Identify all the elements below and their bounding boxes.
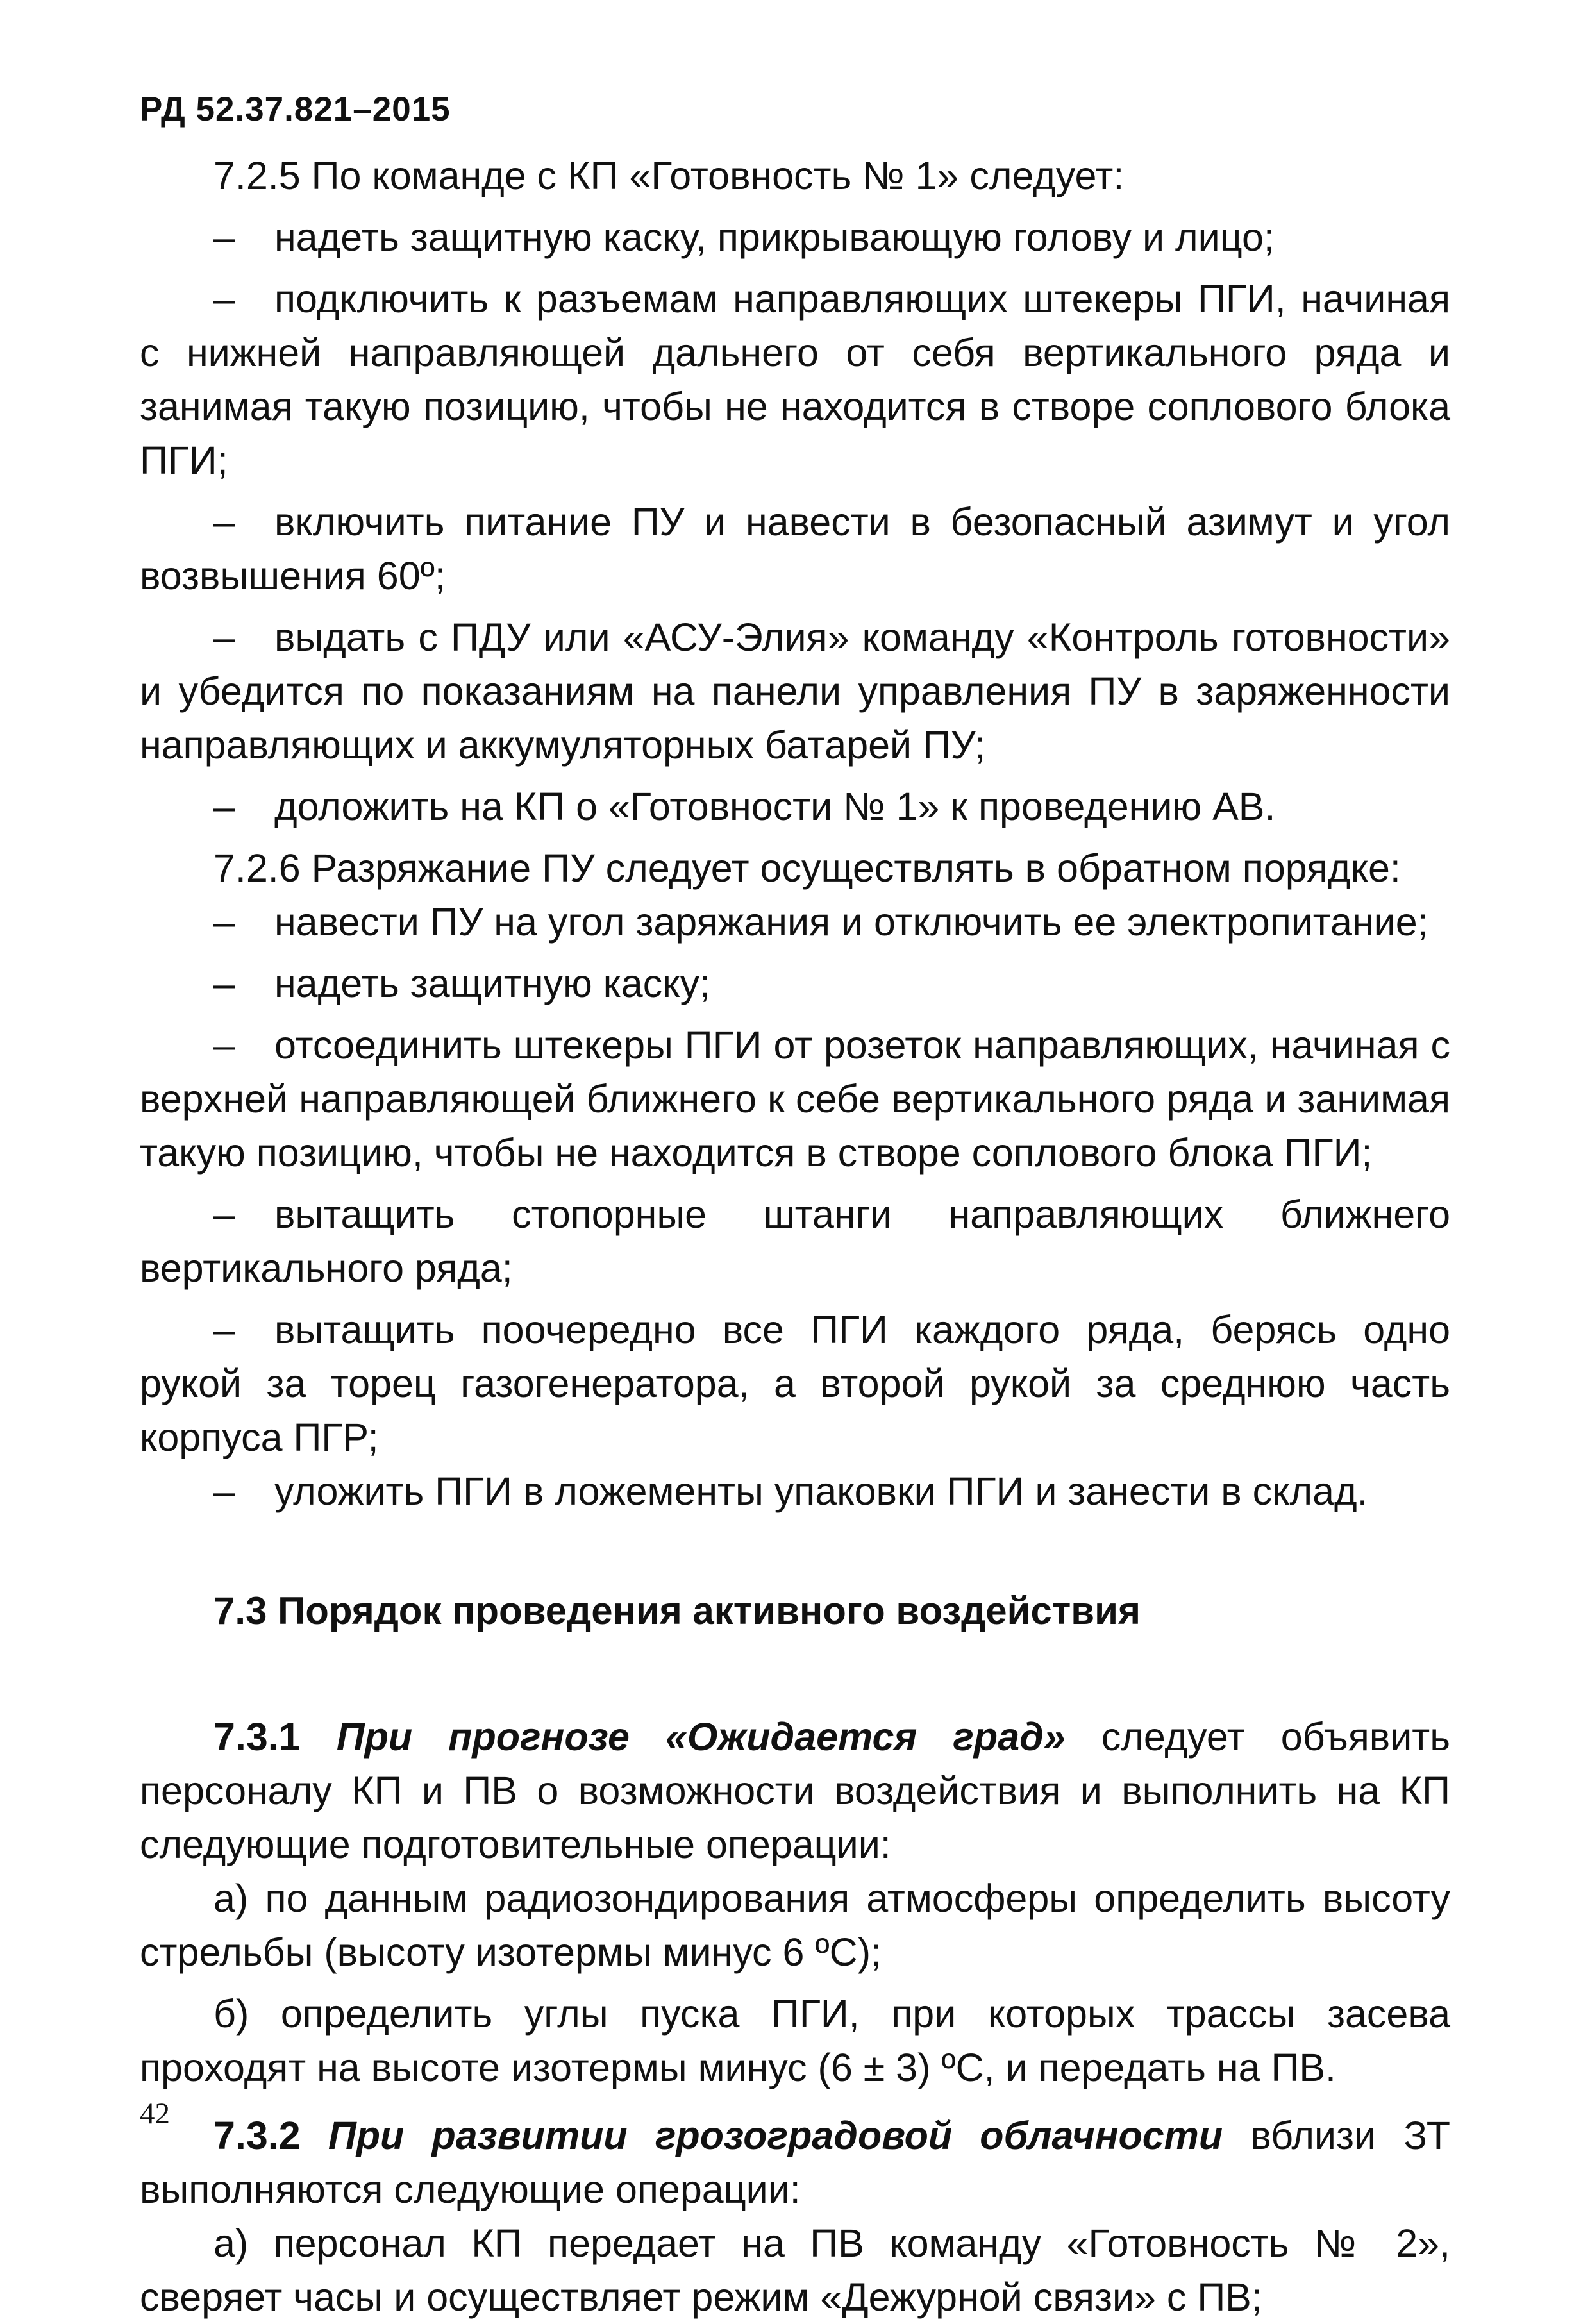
clause-number: 7.3.2 [213,2114,301,2157]
page-number: 42 [140,2097,170,2130]
list-item: – доложить на КП о «Готовности № 1» к проведению АВ. [140,780,1450,833]
paragraph-7-3-1: 7.3.1 При прогнозе «Ожидается град» следует объявить персоналу КП и ПВ о возможности воздействия и выполнить на КП следующие подготовительные операции: [140,1715,1450,1866]
list-item: – отсоединить штекеры ПГИ от розеток направляющих, начиная с верхней направляющей ближнего к себе вертикального ряда и занимая такую позицию, чтобы не находится в створе соплового блока ПГИ; [140,1018,1450,1180]
list-dash: – [213,500,235,544]
list-dash: – [213,962,235,1005]
section-heading-7-3: 7.3 Порядок проведения активного воздействия [213,1589,1141,1632]
document-code: РД 52.37.821–2015 [140,90,451,128]
list-dash: – [213,277,235,321]
clause-lead: При развитии грозоградовой облачности [328,2114,1223,2157]
document-body [140,149,1450,2324]
paragraph-7-3-1-b: б) определить углы пуска ПГИ, при которых трассы засева проходят на высоте изотермы минус (6 ± 3) ºС, и передать на ПВ. [140,1992,1450,2089]
list-item: – вытащить поочередно все ПГИ каждого ряда, берясь одно рукой за торец газогенератора, а второй рукой за среднюю часть корпуса ПГР; [140,1303,1450,1464]
paragraph-7-3-2: 7.3.2 При развитии грозоградовой облачности вблизи ЗТ выполняются следующие операции: [140,2114,1451,2211]
list-item: – надеть защитную каску; [140,957,1450,1010]
list-dash: – [213,1192,235,1236]
list-item: – выдать с ПДУ или «АСУ-Элия» команду «Контроль готовности» и убедится по показаниям на панели управления ПУ в заряженности направляющих и аккумуляторных батарей ПУ; [140,610,1450,772]
list-dash: – [213,900,235,944]
paragraph-7-2-5: 7.2.5 По команде с КП «Готовность № 1» следует: [213,154,1125,197]
list-item: – подключить к разъемам направляющих штекеры ПГИ, начиная с нижней направляющей дальнего от себя вертикального ряда и занимая такую позицию, чтобы не находится в створе соплового блока ПГИ; [140,272,1450,487]
list-item: – навести ПУ на угол заряжания и отключить ее электропитание; [140,895,1450,949]
paragraph-7-2-6: 7.2.6 Разряжание ПУ следует осуществлять в обратном порядке: [213,846,1401,890]
list-item: – вытащить стопорные штанги направляющих ближнего вертикального ряда; [140,1187,1450,1295]
list-dash: – [213,215,235,259]
list-dash: – [213,1308,235,1351]
list-item: – надеть защитную каску, прикрывающую голову и лицо; [140,210,1450,264]
paragraph-7-3-2-a: а) персонал КП передает на ПВ команду «Готовность № 2», сверяет часы и осуществляет режим «Дежурной связи» с ПВ; [140,2221,1450,2319]
list-dash: – [213,1469,235,1513]
clause-number: 7.3.1 [213,1715,301,1759]
list-dash: – [213,615,235,659]
list-item: – уложить ПГИ в ложементы упаковки ПГИ и занести в склад. [140,1464,1450,1518]
list-item: – включить питание ПУ и навести в безопасный азимут и угол возвышения 60º; [140,495,1450,603]
list-dash: – [213,785,235,828]
paragraph-7-3-1-a: а) по данным радиозондирования атмосферы определить высоту стрельбы (высоту изотермы минус 6 ºС); [140,1877,1450,1974]
list-dash: – [213,1023,235,1067]
clause-lead: При прогнозе «Ожидается град» [336,1715,1066,1759]
